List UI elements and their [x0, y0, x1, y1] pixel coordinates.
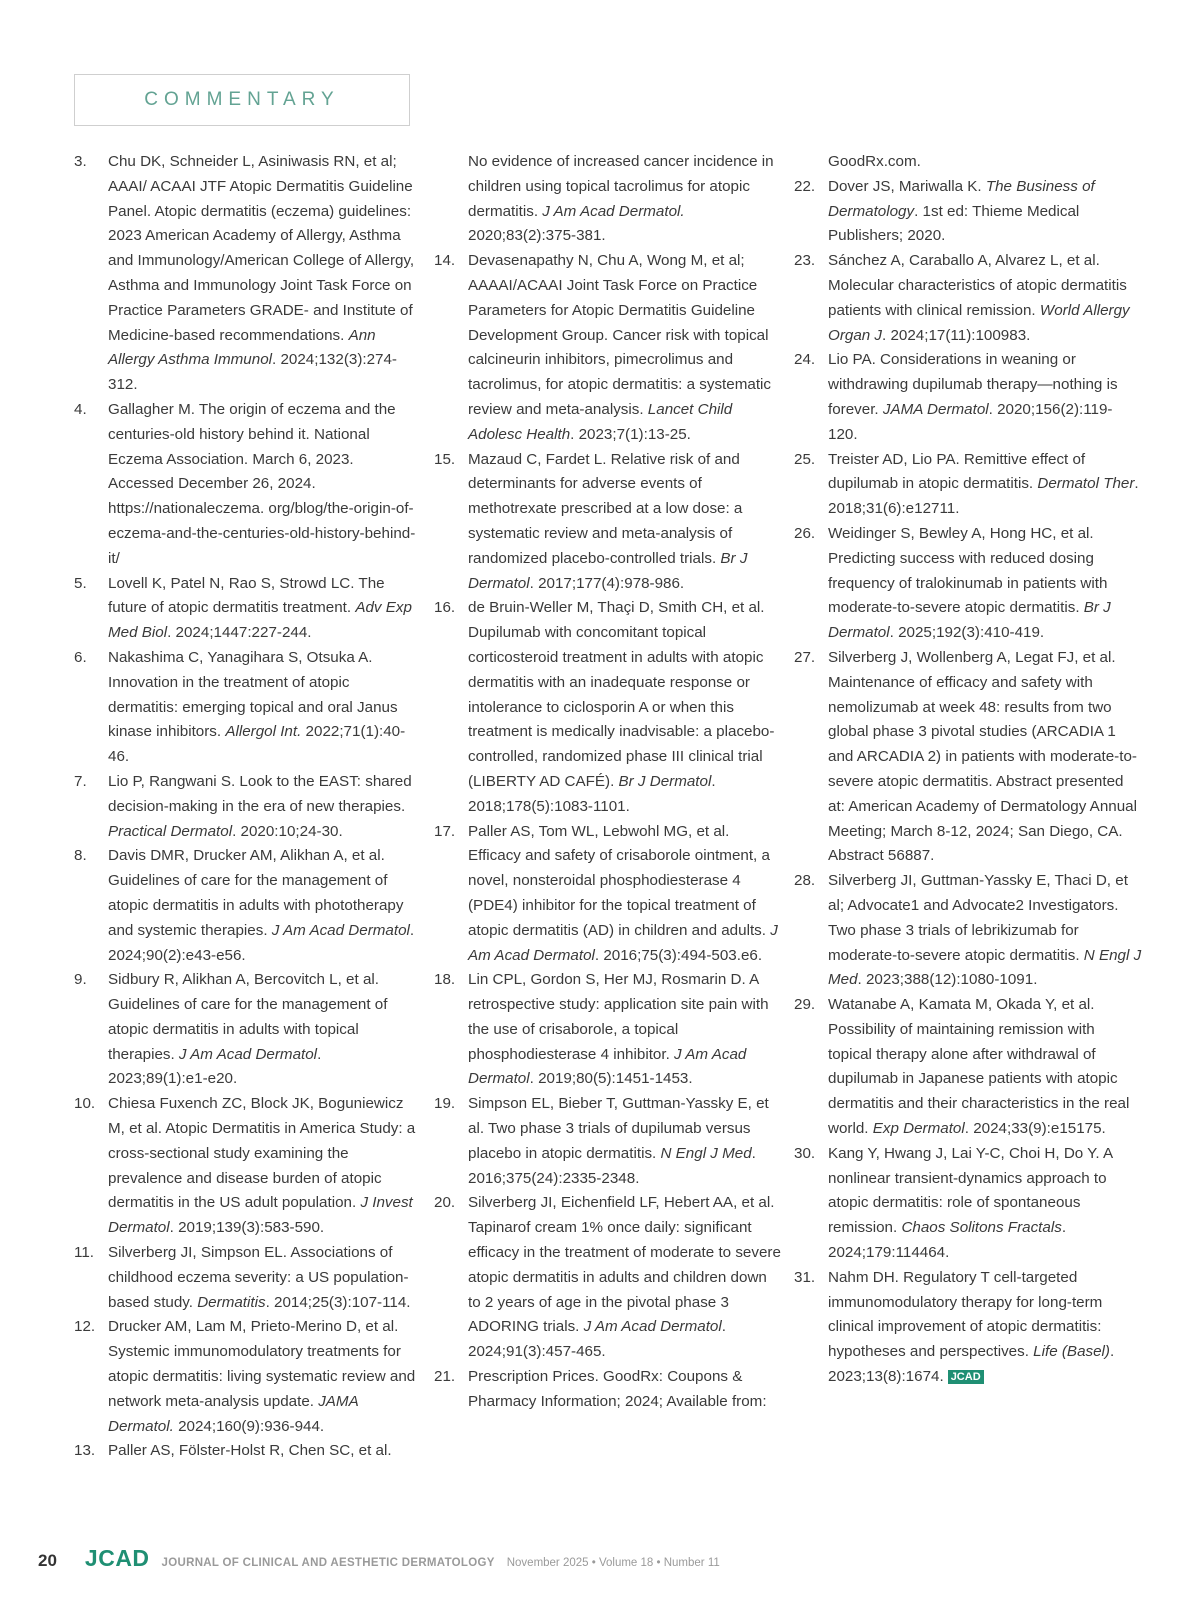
reference-number: 21.: [434, 1368, 456, 1386]
reference-citation: . 2023;13(8):1674.: [828, 1343, 1115, 1386]
reference-journal: Ann Allergy Asthma Immunol: [108, 326, 376, 369]
reference-body: Paller AS, Fölster-Holst R, Chen SC, et al.: [108, 1442, 392, 1460]
reference-body: Silverberg JI, Guttman-Yassky E, Thaci D, et al; Advocate1 and Advocate2 Investigators. Two phase 3 trials of lebrikizumab for moderate-to-severe atopic dermatitis.: [828, 872, 1128, 964]
reference-number: 29.: [794, 996, 816, 1014]
references-column-3: [794, 150, 1144, 1390]
reference-citation: . 2025;192(3):410-419.: [889, 624, 1045, 642]
reference-text: [108, 572, 424, 646]
reference-citation: 2024;160(9):936-944.: [173, 1417, 325, 1435]
reference-item: [434, 1365, 784, 1415]
reference-text: [828, 249, 1144, 348]
reference-text: [828, 1142, 1144, 1266]
reference-item: [434, 968, 784, 1092]
reference-citation: . 2016;75(3):494-503.e6.: [594, 946, 763, 964]
reference-citation: . 2019;80(5):1451-1453.: [529, 1070, 693, 1088]
reference-item: [74, 572, 424, 646]
reference-number: 28.: [794, 872, 816, 890]
reference-body: Watanabe A, Kamata M, Okada Y, et al. Possibility of maintaining remission with topical therapy alone after withdrawal of dupilumab in Japanese patients with atopic dermatitis and their characteristics in the real world.: [828, 996, 1130, 1138]
reference-number: 6.: [74, 648, 87, 666]
reference-citation: . 2023;7(1):13-25.: [570, 425, 691, 443]
reference-citation: . 2024;17(11):100983.: [882, 326, 1031, 344]
reference-citation: . 2020:10;24-30.: [232, 822, 343, 840]
reference-text: [828, 448, 1144, 522]
reference-text: [108, 150, 424, 398]
reference-text: [468, 150, 784, 249]
reference-text: [828, 646, 1144, 869]
reference-item: [434, 1092, 784, 1191]
page-number: 20: [38, 1551, 57, 1570]
reference-body: Dover JS, Mariwalla K.: [828, 177, 986, 195]
reference-body: Nahm DH. Regulatory T cell-targeted immunomodulatory therapy for long-term clinical improvement of atopic dermatitis: hypotheses and perspectives.: [828, 1268, 1103, 1361]
reference-journal: Chaos Solitons Fractals: [901, 1219, 1062, 1237]
reference-body: Sidbury R, Alikhan A, Bercovitch L, et al. Guidelines of care for the management of atopic dermatitis in adults with topical therapies.: [108, 971, 388, 1063]
reference-body: Kang Y, Hwang J, Lai Y-C, Choi H, Do Y. A nonlinear transient-dynamics approach to atopic dermatitis: role of spontaneous remission.: [828, 1144, 1113, 1237]
reference-number: 24.: [794, 351, 816, 369]
reference-body: GoodRx.com.: [828, 153, 921, 170]
reference-item: [434, 249, 784, 447]
reference-journal: Exp Dermatol: [872, 1120, 965, 1138]
reference-number: 3.: [74, 153, 87, 170]
reference-text: [108, 968, 424, 1092]
journal-logo: JCAD: [84, 1545, 150, 1571]
reference-body: Lin CPL, Gordon S, Her MJ, Rosmarin D. A retrospective study: application site pain with the use of crisaborole, a topical phosphodiesterase 4 inhibitor.: [468, 971, 769, 1063]
reference-number: 18.: [434, 971, 456, 989]
reference-citation: . 2024;132(3):274-312.: [108, 351, 397, 394]
reference-journal: J Am Acad Dermatol: [583, 1318, 722, 1336]
reference-number: 10.: [74, 1095, 96, 1113]
reference-number: 13.: [74, 1442, 96, 1460]
reference-journal: Practical Dermatol: [108, 822, 233, 840]
reference-journal: J Am Acad Dermatol: [178, 1045, 318, 1063]
reference-item: [794, 448, 1144, 522]
reference-item: [74, 1092, 424, 1241]
reference-journal: J Am Acad Dermatol.: [542, 202, 685, 220]
reference-body: Sánchez A, Caraballo A, Alvarez L, et al. Molecular characteristics of atopic dermatitis patients with clinical remission.: [828, 252, 1127, 319]
reference-number: 25.: [794, 450, 816, 468]
reference-body: Chiesa Fuxench ZC, Block JK, Boguniewicz M, et al. Atopic Dermatitis in America Study: a cross-sectional study examining the prevalence and disease burden of atopic dermatitis in the US adult population.: [108, 1095, 416, 1212]
reference-text: [108, 1092, 424, 1241]
section-header-box: [74, 74, 410, 126]
reference-journal: N Engl J Med: [660, 1144, 752, 1162]
reference-number: 12.: [74, 1318, 96, 1336]
reference-journal: J Am Acad Dermatol: [468, 921, 778, 964]
reference-journal: Dermatitis: [197, 1293, 266, 1311]
reference-body: Silverberg JI, Eichenfield LF, Hebert AA, et al. Tapinarof cream 1% once daily: significant efficacy in the treatment of moderate to severe atopic dermatitis in adults and children down to 2 years of age in the pivotal phase 3 ADORING trials.: [468, 1194, 781, 1336]
reference-citation: . 2018;178(5):1083-1101.: [468, 772, 716, 815]
references-column-1: [74, 150, 424, 1464]
reference-item: [74, 150, 424, 398]
reference-body: Paller AS, Tom WL, Lebwohl MG, et al. Efficacy and safety of crisaborole ointment, a novel, nonsteroidal phosphodiesterase 4 (PDE4) inhibitor for the topical treatment of atopic dermatitis (AD) in children and adults.: [468, 822, 771, 939]
references-column-2: [434, 150, 784, 1415]
reference-citation: . 2016;375(24):2335-2348.: [468, 1144, 756, 1187]
reference-number: 20.: [434, 1194, 456, 1212]
reference-body: Gallagher M. The origin of eczema and the centuries-old history behind it. National Eczema Association. March 6, 2023. Accessed December 26, 2024. https://nationaleczema. org/blog/the-origin-of-eczema-and-the-centuries-old-history-behind-it/: [108, 400, 416, 567]
end-of-article-badge: JCAD: [948, 1370, 984, 1384]
reference-citation: . 1st ed: Thieme Medical Publishers; 2020.: [828, 202, 1080, 245]
reference-text: [828, 175, 1144, 249]
reference-journal: J Am Acad Dermatol: [468, 1045, 747, 1088]
reference-citation: . 2024;33(9):e15175.: [964, 1120, 1106, 1138]
reference-journal: Life (Basel): [1033, 1343, 1110, 1361]
reference-journal: J Am Acad Dermatol: [271, 921, 410, 939]
reference-item: [794, 249, 1144, 348]
reference-number: 23.: [794, 252, 816, 270]
reference-citation: . 2024;1447:227-244.: [167, 624, 312, 642]
reference-citation: . 2023;388(12):1080-1091.: [857, 971, 1038, 989]
reference-body: Devasenapathy N, Chu A, Wong M, et al; AAAAI/ACAAI Joint Task Force on Practice Parameters for Atopic Dermatitis Guideline Development Group. Cancer risk with topical calcineurin inhibitors, pimecrolimus and tacrolimus, for atopic dermatitis: a systematic review and meta-analysis.: [468, 252, 772, 418]
reference-item: [74, 1241, 424, 1315]
reference-body: Chu DK, Schneider L, Asiniwasis RN, et al; AAAI/ ACAAI JTF Atopic Dermatitis Guideline Panel. Atopic dermatitis (eczema) guidelines: 2023 American Academy of Allergy, Asthma and Immunology/American College of Allergy, Asthma and Immunology Joint Task Force on Practice Parameters GRADE- and Institute of Medicine-based recommendations.: [108, 153, 415, 344]
reference-citation: 2020;83(2):375-381.: [468, 227, 606, 245]
reference-journal: Lancet Child Adolesc Health: [468, 400, 733, 443]
reference-number: 11.: [74, 1244, 94, 1262]
reference-text: [108, 770, 424, 844]
reference-text: [828, 1266, 1144, 1390]
reference-body: Lio P, Rangwani S. Look to the EAST: shared decision-making in the era of new therapies.: [108, 772, 412, 815]
reference-number: 16.: [434, 599, 456, 617]
reference-body: No evidence of increased cancer incidence in children using topical tacrolimus for atopic dermatitis.: [468, 153, 774, 220]
reference-number: 30.: [794, 1144, 816, 1162]
reference-continuation: [434, 150, 784, 249]
reference-item: [74, 968, 424, 1092]
issue-info: November 2025 • Volume 18 • Number 11: [506, 1557, 720, 1569]
reference-text: [468, 249, 784, 447]
reference-journal: Dermatol Ther: [1037, 475, 1135, 493]
reference-journal: N Engl J Med: [828, 946, 1142, 989]
reference-item: [74, 1439, 424, 1464]
reference-text: [468, 596, 784, 819]
reference-journal: Allergol Int.: [225, 723, 302, 741]
reference-citation: . 2024;90(2):e43-e56.: [108, 921, 415, 964]
reference-text: [108, 844, 424, 968]
section-label: COMMENTARY: [144, 89, 340, 110]
reference-text: [108, 398, 424, 572]
reference-journal: The Business of Dermatology: [828, 177, 1095, 220]
reference-item: [74, 844, 424, 968]
reference-text: [108, 1315, 424, 1439]
reference-journal: JAMA Dermatol: [882, 400, 989, 418]
journal-name: JOURNAL OF CLINICAL AND AESTHETIC DERMATOLOGY: [161, 1557, 495, 1569]
reference-number: 14.: [434, 252, 456, 270]
reference-item: [794, 646, 1144, 869]
reference-body: de Bruin-Weller M, Thaçi D, Smith CH, et al. Dupilumab with concomitant topical corticosteroid treatment in adults with atopic dermatitis with an inadequate response or intolerance to ciclosporin A or when this treatment is medically inadvisable: a placebo-controlled, randomized phase III clinical trial (LIBERTY AD CAFÉ).: [468, 599, 775, 790]
reference-number: 8.: [74, 847, 87, 865]
reference-body: Silverberg JI, Simpson EL. Associations of childhood eczema severity: a US population-based study.: [108, 1244, 409, 1311]
reference-citation: . 2020;156(2):119-120.: [828, 400, 1113, 443]
reference-number: 19.: [434, 1095, 456, 1113]
reference-citation: . 2017;177(4):978-986.: [529, 574, 685, 592]
reference-body: Lio PA. Considerations in weaning or withdrawing dupilumab therapy—nothing is forever.: [828, 351, 1118, 418]
reference-citation: . 2018;31(6):e12711.: [828, 475, 1139, 518]
reference-number: 7.: [74, 772, 87, 790]
reference-text: [828, 993, 1144, 1142]
reference-text: [108, 1439, 424, 1464]
reference-text: [828, 150, 1144, 175]
reference-number: 15.: [434, 450, 456, 468]
reference-text: [828, 522, 1144, 646]
reference-text: [468, 448, 784, 597]
reference-item: [794, 869, 1144, 993]
reference-continuation: [794, 150, 1144, 175]
reference-body: Weidinger S, Bewley A, Hong HC, et al. Predicting success with reduced dosing frequency of tralokinumab in patients with moderate-to-severe atopic dermatitis.: [828, 524, 1108, 617]
reference-item: [74, 646, 424, 770]
reference-number: 5.: [74, 574, 87, 592]
reference-citation: . 2014;25(3):107-114.: [265, 1293, 411, 1311]
reference-item: [434, 1191, 784, 1365]
reference-journal: World Allergy Organ J: [828, 301, 1130, 344]
reference-number: 22.: [794, 177, 816, 195]
reference-citation: . 2024;179:114464.: [828, 1219, 1067, 1262]
reference-body: Drucker AM, Lam M, Prieto-Merino D, et al. Systemic immunomodulatory treatments for atopic dermatitis: living systematic review and network meta-analysis update.: [108, 1318, 416, 1410]
reference-body: Simpson EL, Bieber T, Guttman-Yassky E, et al. Two phase 3 trials of dupilumab versus placebo in atopic dermatitis.: [468, 1095, 769, 1162]
reference-text: [468, 1191, 784, 1365]
reference-number: 4.: [74, 400, 87, 418]
reference-citation: 2022;71(1):40-46.: [108, 723, 406, 766]
reference-citation: . 2023;89(1):e1-e20.: [108, 1045, 322, 1088]
reference-text: [468, 968, 784, 1092]
reference-text: [468, 1365, 784, 1415]
reference-item: [794, 993, 1144, 1142]
reference-body: Prescription Prices. GoodRx: Coupons & Pharmacy Information; 2024; Available from:: [468, 1368, 767, 1410]
reference-text: [108, 646, 424, 770]
reference-text: [108, 1241, 424, 1315]
reference-text: [468, 1092, 784, 1191]
reference-text: [468, 820, 784, 969]
reference-body: Lovell K, Patel N, Rao S, Strowd LC. The future of atopic dermatitis treatment.: [108, 574, 385, 617]
reference-journal: Br J Dermatol: [828, 599, 1111, 642]
reference-body: Davis DMR, Drucker AM, Alikhan A, et al. Guidelines of care for the management of atopic dermatitis in adults with phototherapy and systemic therapies.: [108, 847, 404, 939]
reference-journal: Br J Dermatol: [618, 772, 712, 790]
reference-item: [794, 175, 1144, 249]
reference-item: [434, 448, 784, 597]
reference-citation: . 2019;139(3):583-590.: [169, 1219, 325, 1237]
reference-number: 17.: [434, 822, 456, 840]
reference-journal: Br J Dermatol: [468, 549, 748, 592]
reference-body: Mazaud C, Fardet L. Relative risk of and determinants for adverse events of methotrexate prescribed at a low dose: a systematic review and meta-analysis of randomized placebo-controlled trials.: [468, 450, 743, 567]
reference-journal: JAMA Dermatol.: [108, 1392, 359, 1435]
reference-body: Treister AD, Lio PA. Remittive effect of dupilumab in atopic dermatitis.: [828, 450, 1086, 493]
reference-item: [794, 522, 1144, 646]
reference-citation: . 2024;91(3):457-465.: [468, 1318, 726, 1361]
reference-text: [828, 348, 1144, 447]
reference-item: [74, 1315, 424, 1439]
reference-body: Silverberg J, Wollenberg A, Legat FJ, et al. Maintenance of efficacy and safety with nemolizumab at week 48: results from two global phase 3 pivotal studies (ARCADIA 1 and ARCADIA 2) in patients with moderate-to-severe atopic dermatitis. Abstract presented at: American Academy of Dermatology Annual Meeting; March 8-12, 2024; San Diego, CA. Abstract 56887.: [828, 648, 1137, 865]
reference-item: [434, 596, 784, 819]
reference-journal: J Invest Dermatol: [108, 1194, 413, 1237]
reference-number: 26.: [794, 524, 816, 542]
reference-item: [434, 820, 784, 969]
reference-number: 9.: [74, 971, 87, 989]
reference-number: 27.: [794, 648, 816, 666]
reference-body: Nakashima C, Yanagihara S, Otsuka A. Innovation in the treatment of atopic dermatitis: emerging topical and oral Janus kinase inhibitors.: [108, 648, 398, 741]
reference-item: [74, 770, 424, 844]
page-footer: [38, 1545, 720, 1575]
reference-text: [828, 869, 1144, 993]
reference-item: [74, 398, 424, 572]
reference-journal: Adv Exp Med Biol: [108, 599, 412, 642]
reference-item: [794, 1142, 1144, 1266]
reference-item: [794, 1266, 1144, 1390]
reference-item: [794, 348, 1144, 447]
reference-number: 31.: [794, 1268, 816, 1286]
